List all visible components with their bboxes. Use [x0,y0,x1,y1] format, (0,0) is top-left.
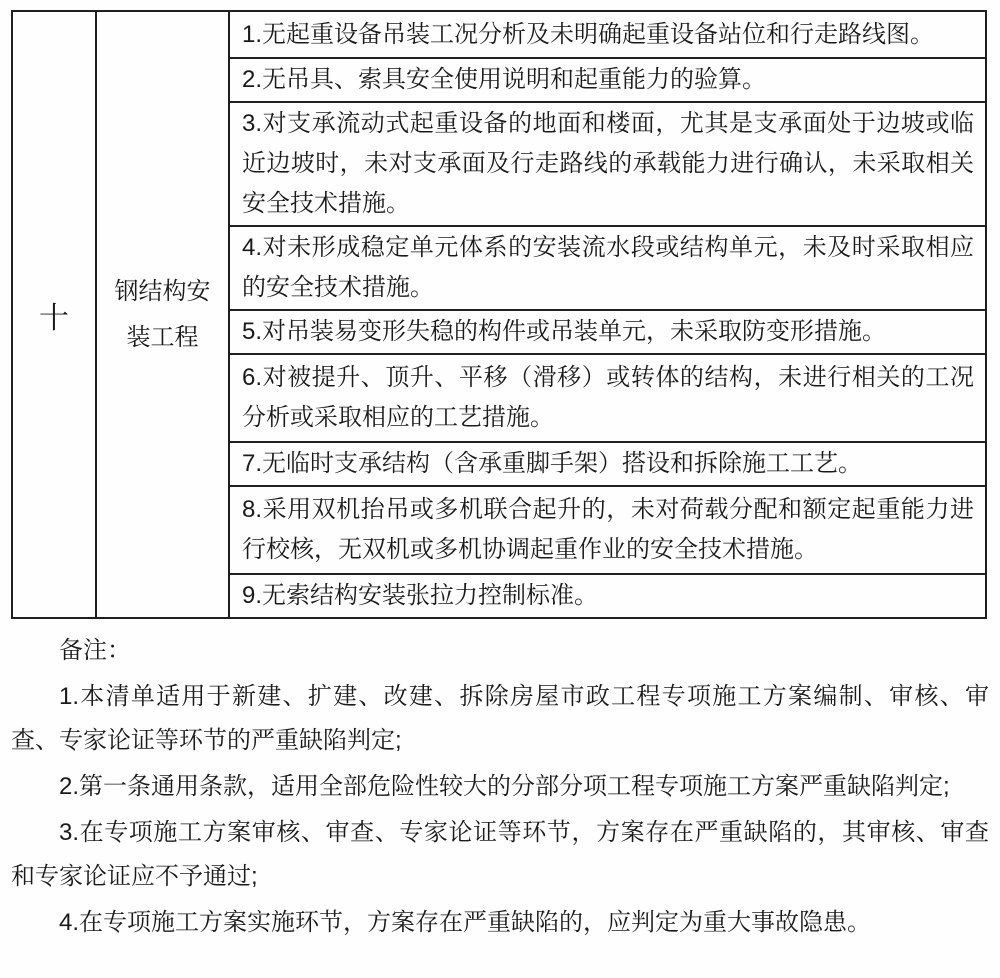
defect-item-8: 8.采用双机抬吊或多机联合起升的，未对荷载分配和额定起重能力进行校核，无双机或多机协调起重作业的安全技术措施。 [229,486,986,574]
note-item-1: 1.本清单适用于新建、扩建、改建、拆除房屋市政工程专项施工方案编制、审核、审查、专家论证等环节的严重缺陷判定; [11,683,989,754]
note-item-3: 3.在专项施工方案审核、审查、专家论证等环节，方案存在严重缺陷的，其审核、审查和专家论证应不予通过; [11,819,989,890]
defect-item-1: 1.无起重设备吊装工况分析及未明确起重设备站位和行走路线图。 [229,11,986,58]
notes-heading: 备注： [59,637,131,664]
defect-table [11,10,987,619]
defect-item-2: 2.无吊具、索具安全使用说明和起重能力的验算。 [229,58,986,102]
defect-item-3: 3.对支承流动式起重设备的地面和楼面，尤其是支承面处于边坡或临近边坡时，未对支承面及行走路线的承载能力进行确认，未采取相关安全技术措施。 [229,102,986,226]
note-item-4: 4.在专项施工方案实施环节，方案存在严重缺陷的，应判定为重大事故隐患。 [59,909,872,936]
defect-item-5: 5.对吊装易变形失稳的构件或吊装单元，未采取防变形措施。 [229,310,986,354]
defect-item-4: 4.对未形成稳定单元体系的安装流水段或结构单元，未及时采取相应的安全技术措施。 [229,226,986,310]
defect-item-6: 6.对被提升、顶升、平移（滑移）或转体的结构，未进行相关的工况分析或采取相应的工艺措施。 [229,354,986,442]
defect-item-9: 9.无索结构安装张拉力控制标准。 [229,574,986,618]
note-item-2: 2.第一条通用条款，适用全部危险性较大的分部分项工程专项施工方案严重缺陷判定; [59,773,950,800]
defect-item-7: 7.无临时支承结构（含承重脚手架）搭设和拆除施工工艺。 [229,442,986,486]
category-cell: 钢结构安装工程 [96,11,229,618]
section-number-cell: 十 [12,11,96,618]
notes-section [11,629,989,945]
